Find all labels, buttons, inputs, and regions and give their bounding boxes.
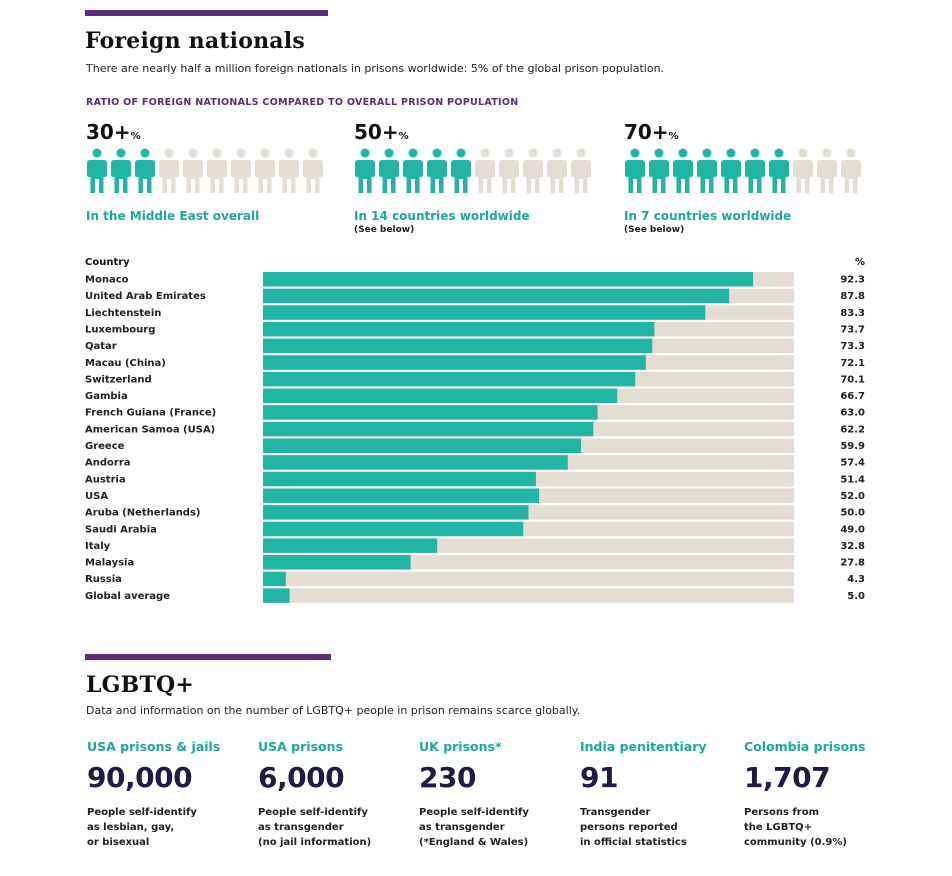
value-label: 83.3 <box>840 307 865 319</box>
person-icon <box>450 148 472 194</box>
lgbtq-stat-description: People self-identify as lesbian, gay, or bisexual <box>87 807 197 848</box>
person-icon <box>720 148 742 194</box>
bar-row <box>85 322 865 337</box>
value-label: 73.3 <box>840 341 865 353</box>
value-label: 27.8 <box>840 557 865 569</box>
bar <box>263 439 581 454</box>
bar-row <box>85 355 865 370</box>
bar <box>263 405 598 420</box>
lgbtq-stat-description: People self-identify as transgender (*England & Wales) <box>419 807 529 848</box>
bar <box>263 305 705 320</box>
category-label: Russia <box>85 574 122 586</box>
person-icon <box>402 148 424 194</box>
value-label: 57.4 <box>840 457 865 469</box>
person-icon <box>792 148 814 194</box>
value-label: 73.7 <box>840 324 865 336</box>
person-icon <box>86 148 108 194</box>
bar-row <box>85 455 865 470</box>
bar <box>263 522 523 537</box>
category-label: Gambia <box>85 391 128 403</box>
person-icon <box>840 148 862 194</box>
lgbtq-stat-number: 90,000 <box>87 761 193 794</box>
bar <box>263 339 652 354</box>
stat-note: (See below) <box>354 225 415 235</box>
stat-block-1 <box>86 120 346 225</box>
person-icon <box>158 148 180 194</box>
value-label: 50.0 <box>840 507 865 519</box>
lgbtq-stat-heading: Colombia prisons <box>744 739 866 754</box>
lgbtq-stat-colombia-prisons <box>744 739 904 850</box>
column-header-country: Country <box>85 257 130 268</box>
category-label: United Arab Emirates <box>85 291 206 303</box>
people-pictogram <box>86 148 346 194</box>
person-icon <box>816 148 838 194</box>
person-icon <box>768 148 790 194</box>
lgbtq-stat-number: 230 <box>419 761 476 794</box>
lgbtq-stat-description: Transgender persons reported in official statistics <box>580 807 687 848</box>
lgbtq-stat-heading: India penitentiary <box>580 739 707 754</box>
section-rule-top <box>85 10 328 16</box>
category-label: Macau (China) <box>85 357 166 369</box>
bar-row <box>85 505 865 519</box>
person-icon <box>474 148 496 194</box>
bar-row <box>85 472 865 487</box>
bar-row <box>85 522 865 537</box>
value-label: 87.8 <box>840 291 865 303</box>
lgbtq-stat-uk-prisons <box>419 739 579 850</box>
bar-row <box>85 555 865 570</box>
stat-label: In 7 countries worldwide <box>624 209 792 223</box>
person-icon <box>134 148 156 194</box>
person-icon <box>522 148 544 194</box>
stat-label: In the Middle East overall <box>86 209 260 223</box>
bar <box>263 355 646 370</box>
category-label: Saudi Arabia <box>85 524 157 536</box>
value-label: 59.9 <box>840 441 865 452</box>
bar <box>263 372 635 387</box>
stat-value: 30+% <box>86 120 141 144</box>
person-icon <box>230 148 252 194</box>
person-icon <box>302 148 324 194</box>
value-label: 70.1 <box>840 374 865 386</box>
lgbtq-stat-number: 1,707 <box>744 761 831 794</box>
person-icon <box>648 148 670 194</box>
person-icon <box>744 148 766 194</box>
category-label: Luxembourg <box>85 324 156 336</box>
bar-row <box>85 305 865 320</box>
bar-row <box>85 572 865 587</box>
lgbtq-stat-usa-prisons <box>258 739 418 850</box>
person-icon <box>182 148 204 194</box>
category-label: Global average <box>85 590 170 602</box>
bar <box>263 472 536 487</box>
value-label: 4.3 <box>847 574 865 586</box>
bar <box>263 289 729 304</box>
ratio-heading: RATIO OF FOREIGN NATIONALS COMPARED TO OVERALL PRISON POPULATION <box>86 97 519 108</box>
bar <box>263 422 593 437</box>
people-pictogram <box>354 148 614 194</box>
lgbtq-stat-number: 6,000 <box>258 761 345 794</box>
lgbtq-stat-description: Persons from the LGBTQ+ community (0.9%) <box>744 807 847 848</box>
category-label: Greece <box>85 441 125 452</box>
stat-label: In 14 countries worldwide <box>354 209 530 223</box>
person-icon <box>278 148 300 194</box>
person-icon <box>206 148 228 194</box>
bar-row <box>85 439 865 454</box>
lgbtq-title: LGBTQ+ <box>86 672 195 698</box>
value-label: 52.0 <box>840 490 865 502</box>
bar <box>263 488 539 503</box>
foreign-title: Foreign nationals <box>85 28 305 54</box>
bar-row <box>85 588 865 603</box>
value-label: 72.1 <box>840 357 865 369</box>
person-icon <box>426 148 448 194</box>
stat-note: (See below) <box>624 225 685 235</box>
bar-row <box>85 339 865 354</box>
person-icon <box>354 148 376 194</box>
column-header-percent: % <box>854 257 865 268</box>
person-icon <box>672 148 694 194</box>
person-icon <box>570 148 592 194</box>
bar <box>263 505 529 519</box>
person-icon <box>546 148 568 194</box>
person-icon <box>378 148 400 194</box>
category-label: USA <box>85 490 109 502</box>
category-label: Switzerland <box>85 374 152 386</box>
person-icon <box>254 148 276 194</box>
bar-chart <box>85 254 885 604</box>
category-label: French Guiana (France) <box>85 407 217 419</box>
value-label: 32.8 <box>840 540 865 552</box>
person-icon <box>624 148 646 194</box>
bar <box>263 555 411 570</box>
stat-block-2 <box>354 120 614 235</box>
lgbtq-stat-number: 91 <box>580 761 618 794</box>
stat-block-3 <box>624 120 884 235</box>
lgbtq-stat-description: People self-identify as transgender (no jail information) <box>258 807 372 848</box>
category-label: Andorra <box>85 457 131 469</box>
bar <box>263 322 654 337</box>
bar-row <box>85 389 865 404</box>
category-label: Liechtenstein <box>85 307 162 319</box>
person-icon <box>110 148 132 194</box>
people-pictogram <box>624 148 884 194</box>
lgbtq-stat-india-penitentiary <box>580 739 740 850</box>
bar <box>263 538 437 553</box>
stat-value: 50+% <box>354 120 409 144</box>
bar <box>263 572 286 587</box>
value-label: 51.4 <box>840 474 865 486</box>
section-rule-bottom <box>85 654 331 660</box>
bar-row <box>85 289 865 304</box>
bar-row <box>85 422 865 437</box>
value-label: 49.0 <box>840 524 865 536</box>
bar-row <box>85 272 865 287</box>
bar-row <box>85 538 865 553</box>
value-label: 66.7 <box>840 391 865 403</box>
bar <box>263 588 290 603</box>
category-label: Aruba (Netherlands) <box>85 507 201 519</box>
category-label: Qatar <box>85 341 117 353</box>
person-icon <box>696 148 718 194</box>
value-label: 92.3 <box>840 274 865 286</box>
lgbtq-stat-usa-prisons-jails <box>87 739 247 850</box>
bar-row <box>85 405 865 420</box>
category-label: Austria <box>85 474 126 486</box>
bar-row <box>85 488 865 503</box>
value-label: 63.0 <box>840 407 865 419</box>
bar <box>263 389 617 404</box>
person-icon <box>498 148 520 194</box>
value-label: 62.2 <box>840 424 865 436</box>
category-label: Malaysia <box>85 557 135 569</box>
stat-value: 70+% <box>624 120 679 144</box>
lgbtq-stat-heading: USA prisons & jails <box>87 739 221 754</box>
category-label: Italy <box>85 540 111 552</box>
lgbtq-intro: Data and information on the number of LGBTQ+ people in prison remains scarce globally. <box>86 704 581 717</box>
lgbtq-stat-heading: UK prisons* <box>419 739 502 754</box>
value-label: 5.0 <box>847 590 865 602</box>
lgbtq-stat-heading: USA prisons <box>258 739 343 754</box>
bar-row <box>85 372 865 387</box>
category-label: American Samoa (USA) <box>85 424 216 436</box>
bar <box>263 272 753 287</box>
bar <box>263 455 568 470</box>
bar-track <box>263 572 794 587</box>
bar-track <box>263 588 794 603</box>
category-label: Monaco <box>85 274 129 286</box>
foreign-intro: There are nearly half a million foreign nationals in prisons worldwide: 5% of the global prison population. <box>86 62 665 75</box>
